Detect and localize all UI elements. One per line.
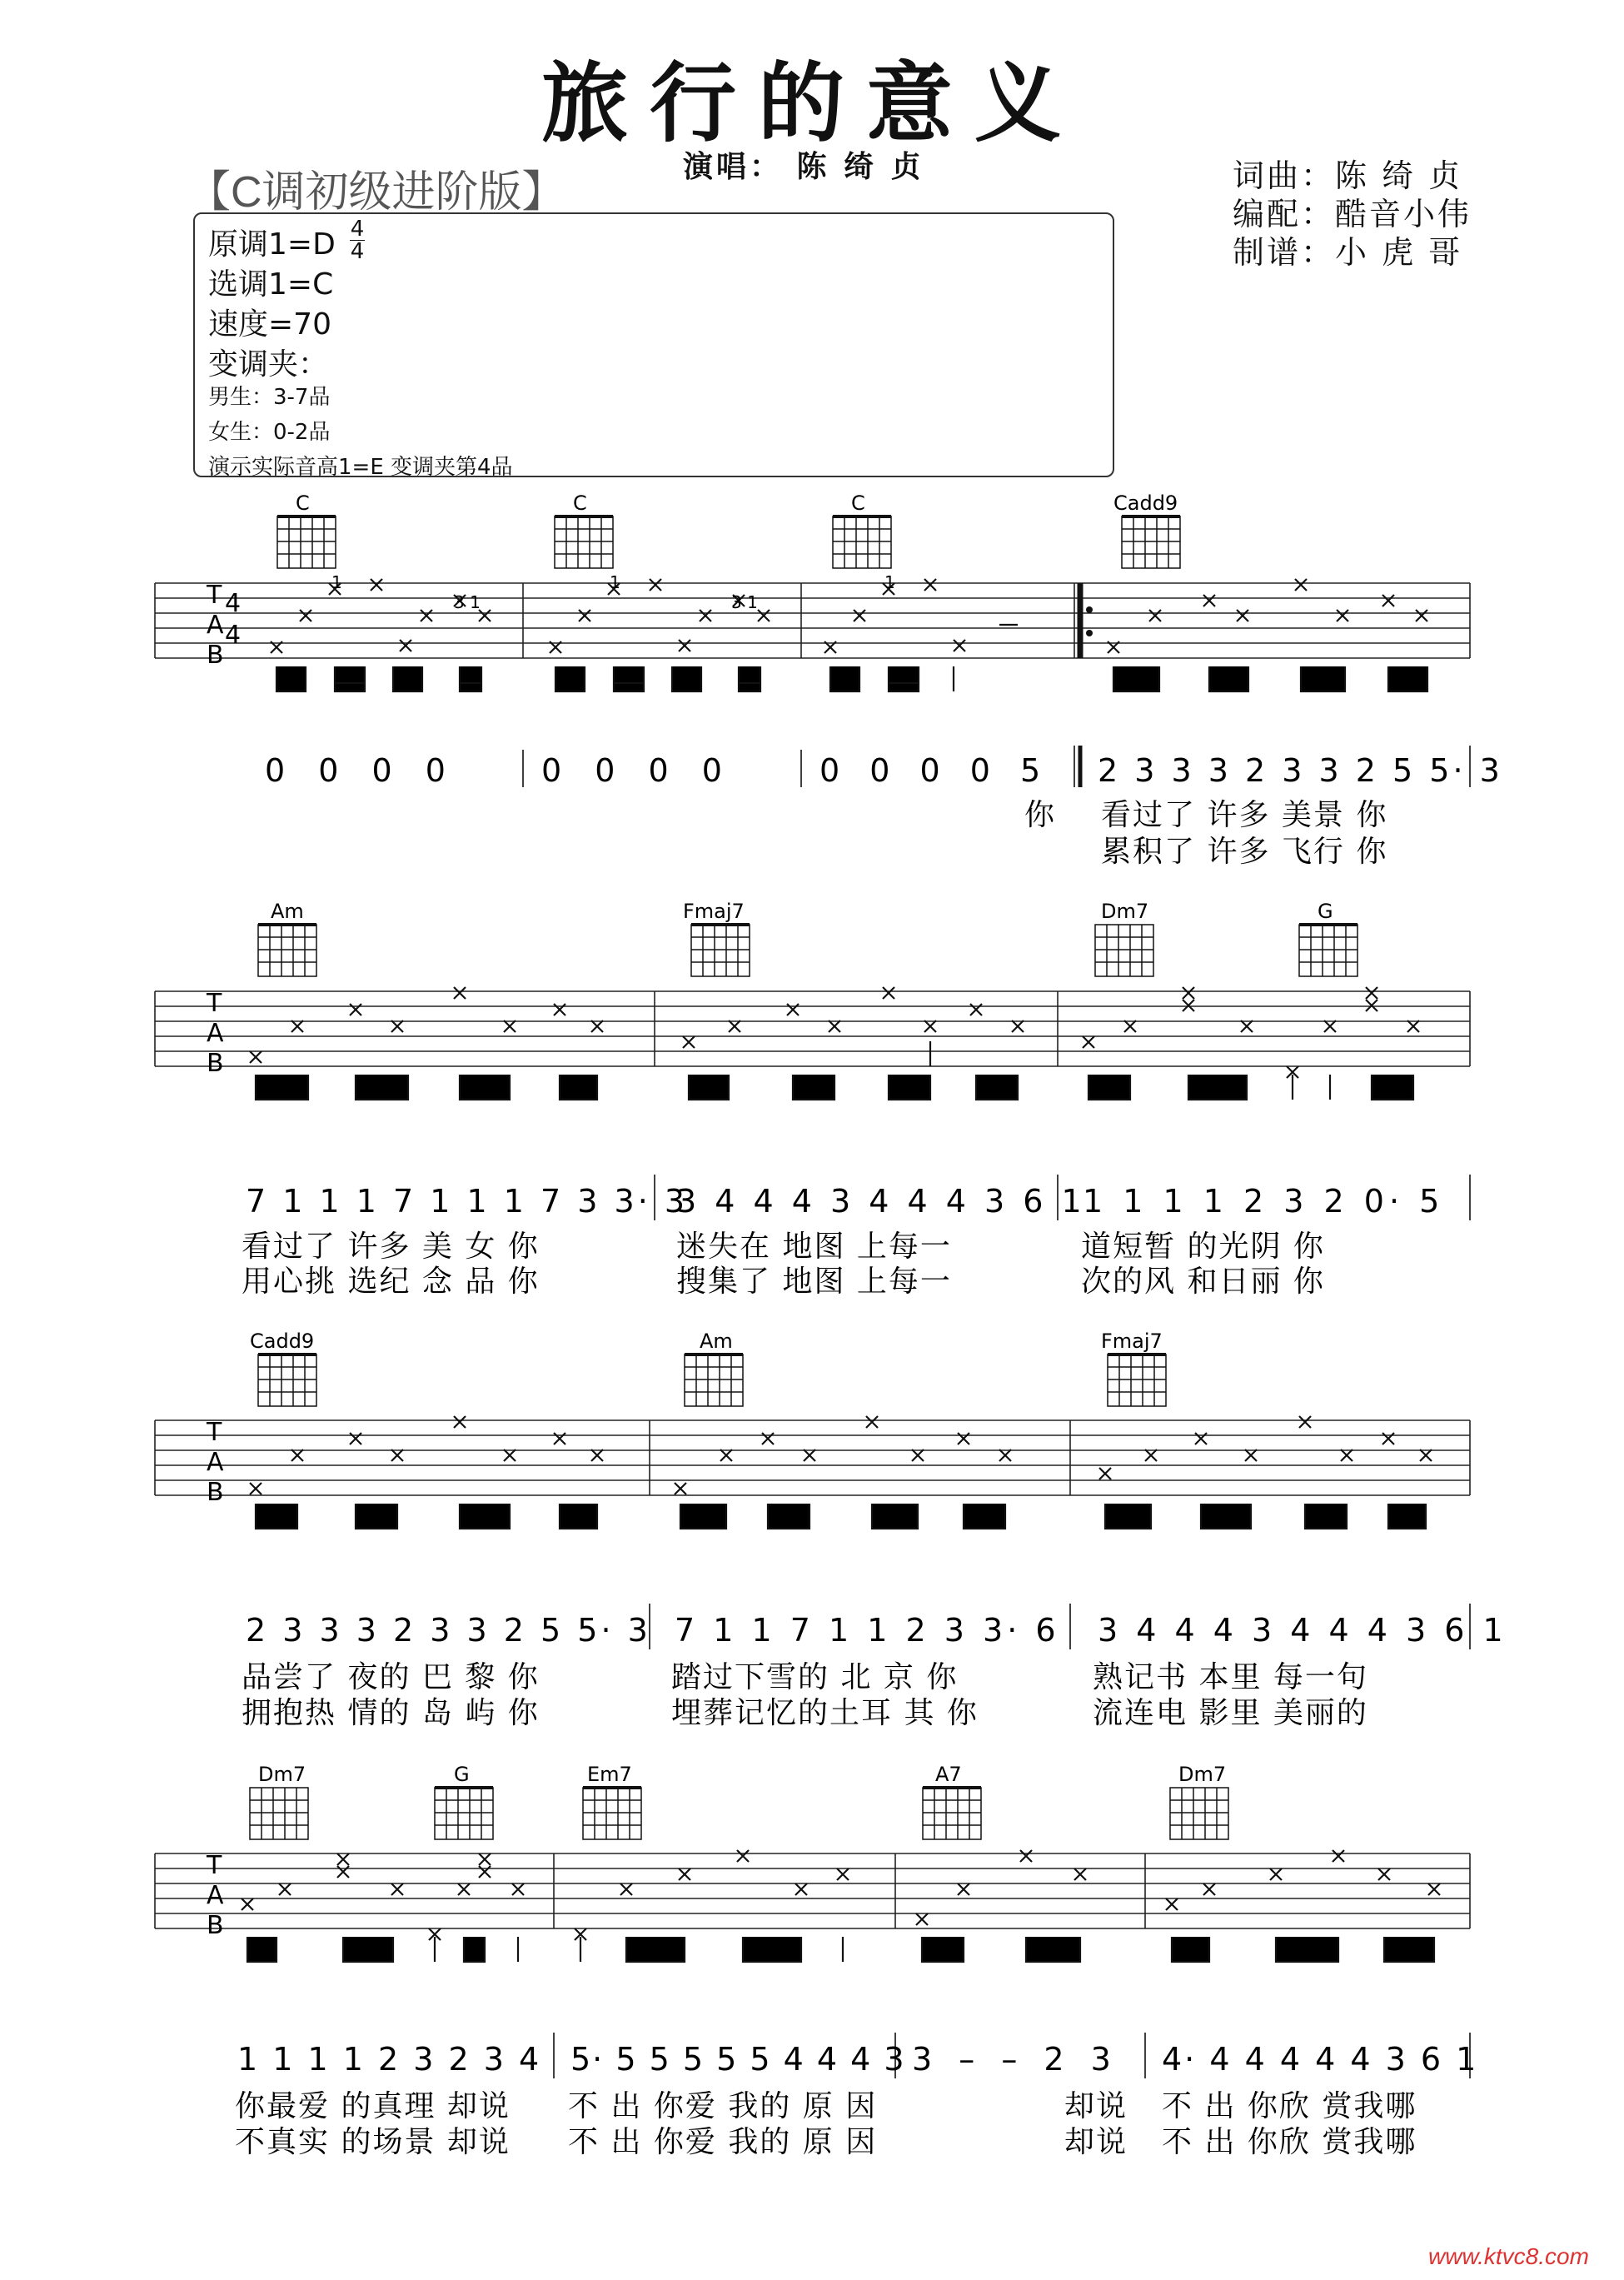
chord-diagram-em7: [583, 1763, 641, 1839]
chord-diagram-cadd9-2: [250, 1330, 316, 1406]
numbered-notation-2-1: 7 1 1 1 7 1 1 1 7 3 3· 3: [246, 1183, 689, 1220]
lyric-4-4a: 不 出 你欣 赏我哪: [1162, 2089, 1417, 2123]
svg-text:T: T: [207, 989, 222, 1018]
site-watermark: www.ktvc8.com: [1428, 2243, 1589, 2269]
chord-diagram-g-2: [435, 1763, 493, 1839]
singer-credit: 演唱： 陈 绮 贞: [683, 149, 924, 184]
svg-text:Dm7: Dm7: [1178, 1763, 1227, 1786]
numbered-notation-1-1: 0 0 0 0: [265, 752, 457, 789]
svg-text:Dm7: Dm7: [1101, 900, 1149, 923]
chord-diagram-a7: [923, 1763, 981, 1839]
numbered-notation-2-2: 3 4 4 4 3 4 4 4 3 6 1: [676, 1183, 1086, 1220]
chord-diagram-c-3: [833, 491, 891, 568]
svg-text:A7: A7: [935, 1763, 962, 1786]
staff-time-top: 4: [225, 589, 242, 618]
chord-diagram-c-1: [277, 491, 336, 568]
svg-text:Fmaj7: Fmaj7: [683, 900, 745, 923]
tab-letter-b: B: [207, 641, 224, 670]
tempo: 速度=70: [208, 307, 331, 342]
numbered-notation-2-3: 1 1 1 1 2 3 2 0· 5: [1083, 1183, 1445, 1220]
numbered-notation-3-1: 2 3 3 3 2 3 3 2 5 5· 3: [246, 1612, 651, 1649]
time-sig-bottom: 4: [350, 239, 365, 264]
svg-text:Em7: Em7: [587, 1763, 632, 1786]
numbered-notation-1-4: 2 3 3 3 2 3 3 2 5 5· 3: [1098, 752, 1503, 789]
svg-text:B: B: [207, 1911, 224, 1940]
chord-diagram-g: [1299, 900, 1357, 976]
lyric-4-3b: 却说: [1064, 2125, 1128, 2159]
lyric-2-3a: 道短暂 的光阴 你: [1081, 1230, 1325, 1264]
chord-diagram-dm7-3: [1170, 1763, 1228, 1839]
capo-male: 男生：3-7品: [208, 385, 331, 410]
svg-text:1: 1: [610, 572, 620, 592]
transcriber-credit: 制谱：小 虎 哥: [1233, 234, 1463, 271]
original-key: 原调1=D: [208, 227, 336, 262]
svg-text:A: A: [207, 1881, 224, 1910]
capo-female: 女生：0-2品: [208, 420, 331, 445]
svg-text:Cadd9: Cadd9: [1113, 491, 1178, 515]
lyric-2-3b: 次的风 和日丽 你: [1081, 1265, 1325, 1299]
svg-text:G: G: [454, 1763, 470, 1786]
svg-text:C: C: [573, 491, 587, 515]
arranger-credit: 编配：酷音小伟: [1233, 196, 1472, 232]
svg-text:B: B: [207, 1049, 224, 1078]
lyric-4-2a: 不 出 你爱 我的 原 因: [568, 2089, 878, 2123]
numbered-notation-1-3: 0 0 0 0 5: [819, 752, 1051, 789]
svg-text:Am: Am: [271, 900, 304, 923]
numbered-notation-4-2: 5· 5 5 5 5 5 4 4 4 3: [570, 2041, 906, 2078]
svg-text:3 1: 3 1: [454, 592, 481, 612]
svg-text:G: G: [1318, 900, 1333, 923]
lyric-2-1a: 看过了 许多 美 女 你: [242, 1230, 540, 1264]
svg-text:C: C: [296, 491, 310, 515]
svg-text:A: A: [207, 1448, 224, 1477]
svg-text:Fmaj7: Fmaj7: [1101, 1330, 1163, 1353]
svg-text:T: T: [207, 1851, 222, 1880]
svg-text:3 1: 3 1: [731, 592, 758, 612]
chord-diagram-fmaj7: [683, 900, 750, 976]
lyric-3-2b: 埋葬记忆的土耳 其 你: [671, 1696, 979, 1730]
numbered-notation-3-3: 3 4 4 4 3 4 4 4 3 6 1: [1098, 1612, 1507, 1649]
lyric-1-4a: 看过了 许多 美景 你: [1101, 798, 1388, 832]
lyric-3-3a: 熟记书 本里 每一句: [1093, 1660, 1368, 1694]
svg-text:B: B: [207, 1478, 224, 1507]
tab-staff-row-3: [155, 1416, 1470, 1529]
numbered-notation-4-1: 1 1 1 1 2 3 2 3 4: [237, 2041, 542, 2078]
svg-text:Cadd9: Cadd9: [250, 1330, 315, 1353]
chord-diagram-am: [258, 900, 316, 976]
demo-pitch: 演示实际音高1=E 变调夹第4品: [208, 455, 513, 480]
svg-text:1: 1: [331, 572, 342, 592]
svg-text:A: A: [207, 1019, 224, 1048]
lyric-1-4b: 累积了 许多 飞行 你: [1101, 835, 1388, 869]
song-title: 旅行的意义: [541, 52, 1083, 154]
lyric-4-3a: 却说: [1064, 2089, 1128, 2123]
lyricist-credit: 词曲：陈 绮 贞: [1233, 157, 1463, 194]
numbered-notation-1-2: 0 0 0 0: [541, 752, 734, 789]
lyric-2-1b: 用心挑 选纪 念 品 你: [242, 1265, 540, 1299]
lyric-4-1b: 不真实 的场景 却说: [235, 2125, 511, 2159]
lyric-3-1b: 拥抱热 情的 岛 屿 你: [242, 1696, 540, 1730]
svg-text:Am: Am: [700, 1330, 733, 1353]
tab-letter-t: T: [207, 581, 222, 610]
svg-text:T: T: [207, 1418, 222, 1447]
lyric-3-3b: 流连电 影里 美丽的: [1093, 1696, 1368, 1730]
chord-diagram-c-2: [555, 491, 613, 568]
chord-diagram-dm7-2: [250, 1763, 308, 1839]
lyric-4-2b: 不 出 你爱 我的 原 因: [568, 2125, 878, 2159]
version-label: 【C调初级进阶版】: [187, 168, 565, 217]
lyric-2-2b: 搜集了 地图 上每一: [676, 1265, 952, 1299]
lyric-4-4b: 不 出 你欣 赏我哪: [1162, 2125, 1417, 2159]
staff-time-bottom: 4: [225, 621, 242, 650]
lyric-3-1a: 品尝了 夜的 巴 黎 你: [242, 1660, 540, 1694]
chord-diagram-cadd9: [1113, 491, 1180, 568]
lyric-3-2a: 踏过下雪的 北 京 你: [671, 1660, 959, 1694]
selected-key: 选调1=C: [208, 267, 334, 302]
chord-diagram-fmaj7-2: [1101, 1330, 1166, 1406]
lyric-4-1a: 你最爱 的真理 却说: [235, 2089, 511, 2123]
time-sig-top: 4: [350, 217, 365, 242]
chord-diagram-dm7: [1095, 900, 1153, 976]
numbered-notation-4-3: 3 – – 2 3: [912, 2041, 1119, 2078]
lyric-2-2a: 迷失在 地图 上每一: [676, 1230, 952, 1264]
lyric-1-3a: 你: [1024, 798, 1055, 832]
tab-staff-row-4: [155, 1850, 1470, 1962]
tab-staff-row-1: [155, 572, 1470, 691]
numbered-notation-4-4: 4· 4 4 4 4 4 3 6 1: [1162, 2041, 1479, 2078]
svg-text:C: C: [851, 491, 865, 515]
tab-staff-row-2: [155, 987, 1470, 1100]
svg-text:1: 1: [884, 572, 895, 592]
numbered-notation-3-2: 7 1 1 7 1 1 2 3 3· 6: [675, 1612, 1060, 1649]
chord-diagram-am-2: [685, 1330, 743, 1406]
capo-title: 变调夹：: [208, 347, 329, 382]
tab-letter-a: A: [207, 611, 224, 640]
svg-text:Dm7: Dm7: [258, 1763, 306, 1786]
